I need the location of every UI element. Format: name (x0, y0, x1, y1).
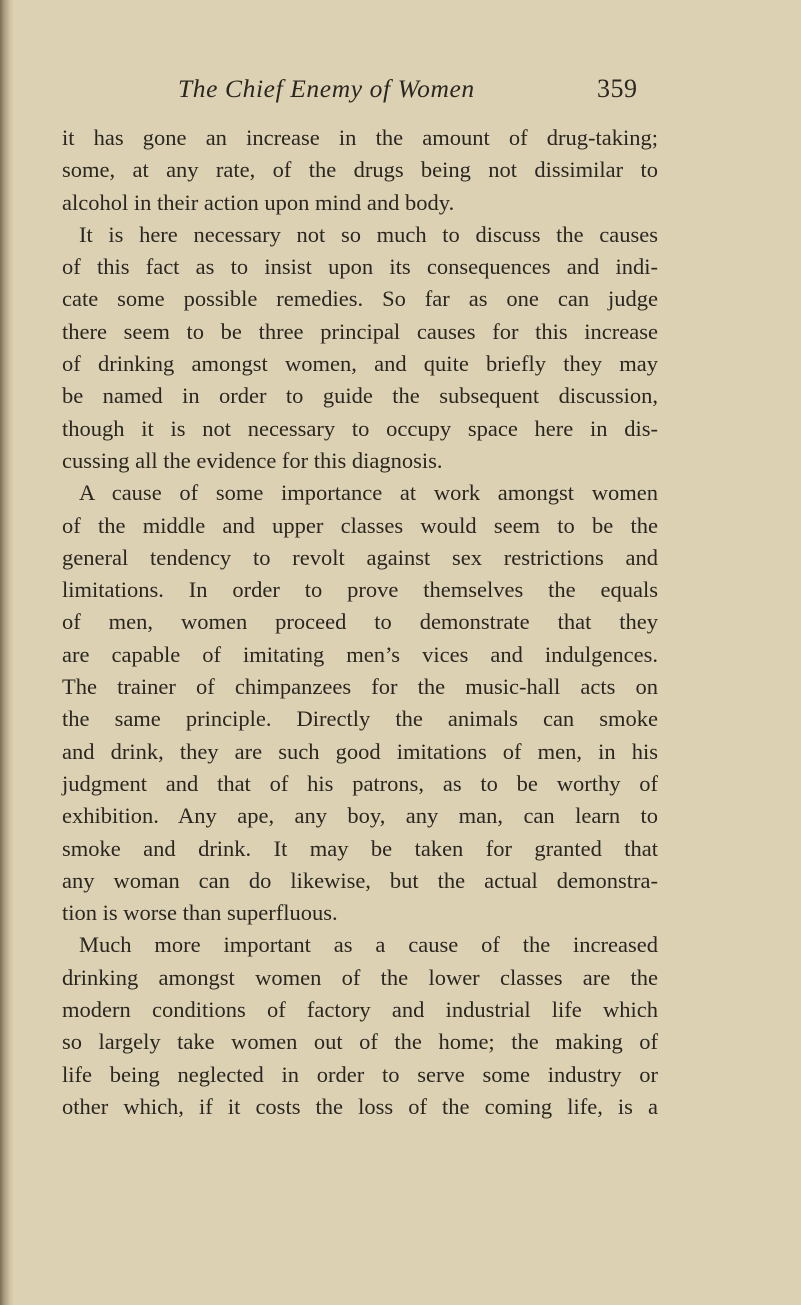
text-line-content: cussing all the evidence for this diagnosis. (62, 447, 443, 473)
text-line (62, 703, 658, 735)
text-line-content: so largely take women out of the home; the making of (62, 1029, 658, 1055)
text-line (62, 606, 658, 638)
text-line-content: and drink, they are such good imitations of men, in his (62, 738, 658, 764)
text-line (62, 768, 658, 800)
text-line-content: of this fact as to insist upon its consequences and indi- (62, 254, 658, 280)
text-line (62, 316, 658, 348)
text-line-content: A cause of some importance at work amongst women (79, 480, 658, 506)
text-line (62, 897, 658, 929)
text-line-content: drinking amongst women of the lower classes are the (62, 964, 658, 990)
text-line-content: it has gone an increase in the amount of drug-taking; (62, 125, 658, 150)
text-line-content: though it is not necessary to occupy space here in dis- (62, 415, 658, 441)
text-line (62, 833, 658, 865)
text-line (62, 865, 658, 897)
text-line (62, 510, 658, 542)
text-line (62, 251, 658, 283)
text-line-content: general tendency to revolt against sex restrictions and (62, 544, 658, 570)
text-line (62, 445, 658, 477)
text-line (62, 1026, 658, 1058)
page-number: 359 (597, 74, 638, 103)
text-line (62, 477, 658, 509)
running-head (0, 74, 801, 114)
text-line-content: there seem to be three principal causes for this increase (62, 318, 658, 344)
text-line (62, 413, 658, 445)
text-line-content: tion is worse than superfluous. (62, 900, 338, 926)
text-line (62, 639, 658, 671)
text-line (62, 187, 658, 219)
text-line-content: The trainer of chimpanzees for the music-hall acts on (62, 674, 658, 700)
text-line-content: of drinking amongst women, and quite briefly they may (62, 351, 658, 377)
text-line (62, 348, 658, 380)
text-line-content: It is here necessary not so much to discuss the causes (79, 221, 658, 247)
text-line (62, 122, 658, 154)
text-line (62, 219, 658, 251)
text-line (62, 542, 658, 574)
text-line (62, 574, 658, 606)
text-line-content: limitations. In order to prove themselves the equals (62, 577, 658, 603)
text-line-content: exhibition. Any ape, any boy, any man, can learn to (62, 803, 658, 829)
text-line (62, 929, 658, 961)
text-line-content: cate some possible remedies. So far as one can judge (62, 286, 658, 312)
text-line (62, 283, 658, 315)
text-line (62, 736, 658, 768)
text-line-content: judgment and that of his patrons, as to be worthy of (62, 770, 658, 796)
text-line (62, 671, 658, 703)
text-line-content: modern conditions of factory and industrial life which (62, 997, 658, 1023)
text-line-content: life being neglected in order to serve some industry or (62, 1061, 658, 1087)
text-line-content: the same principle. Directly the animals can smoke (62, 706, 658, 732)
text-line-content: be named in order to guide the subsequent discussion, (62, 383, 658, 409)
text-line (62, 994, 658, 1026)
text-line-content: are capable of imitating men’s vices and indulgences. (62, 641, 658, 667)
text-line (62, 1091, 658, 1123)
text-line-content: of the middle and upper classes would seem to be the (62, 512, 658, 538)
text-line-content: any woman can do likewise, but the actual demonstra- (62, 867, 658, 893)
text-line (62, 1059, 658, 1091)
text-line-content: alcohol in their action upon mind and body. (62, 189, 455, 215)
text-line (62, 962, 658, 994)
text-line-content: Much more important as a cause of the increased (79, 932, 658, 958)
running-title: The Chief Enemy of Women (178, 74, 475, 103)
body-text (62, 122, 658, 1123)
text-line-content: smoke and drink. It may be taken for granted that (62, 835, 658, 861)
text-line-content: other which, if it costs the loss of the coming life, is a (62, 1093, 658, 1119)
text-line (62, 800, 658, 832)
text-line (62, 380, 658, 412)
text-line-content: some, at any rate, of the drugs being not dissimilar to (62, 157, 658, 183)
text-line-content: of men, women proceed to demonstrate that they (62, 609, 658, 635)
text-line (62, 154, 658, 186)
